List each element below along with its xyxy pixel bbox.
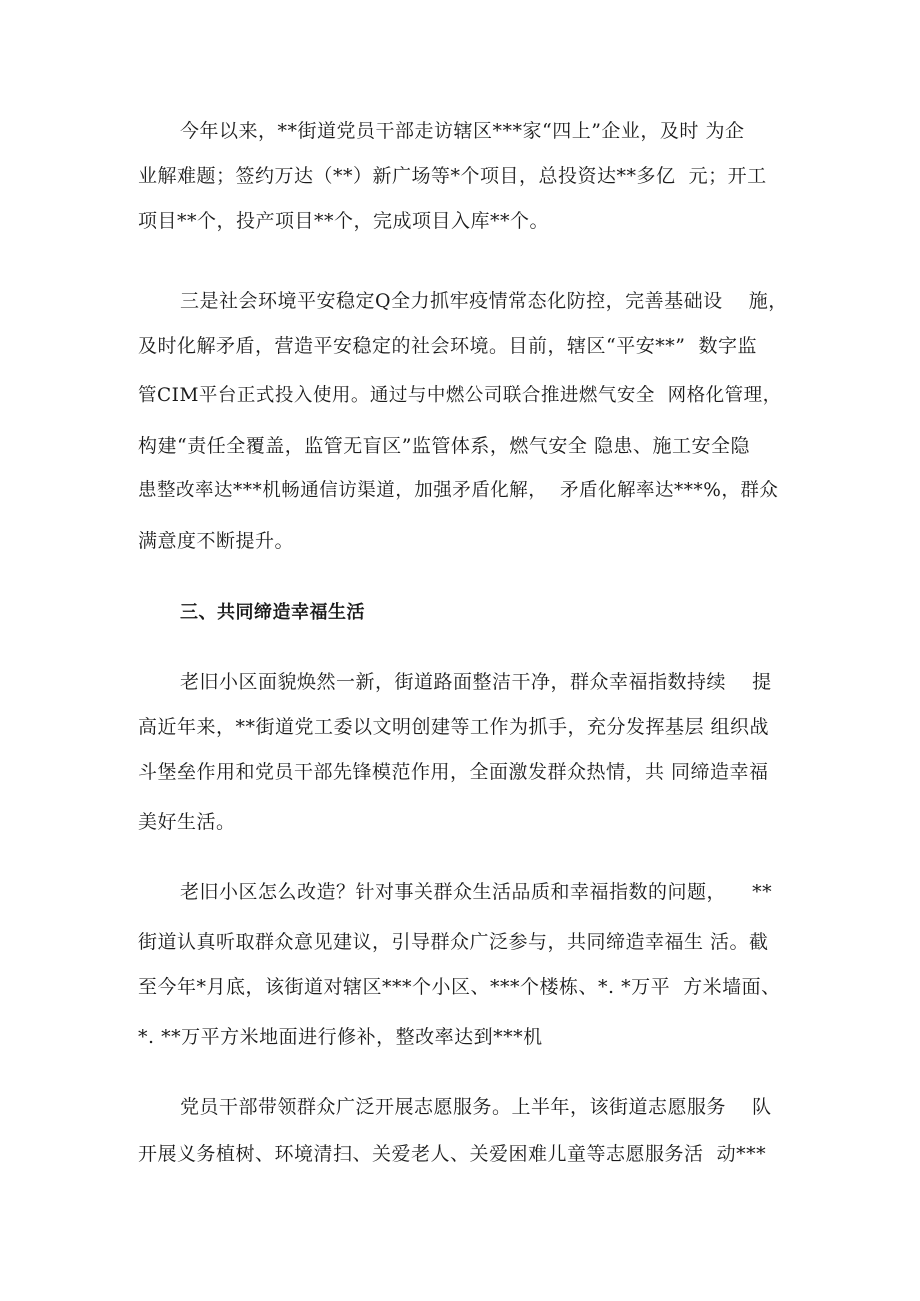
paragraph-2-line-1: 三是社会环境平安稳定Q全力抓牢疫情常态化防控，完善基础设 施， — [180, 290, 788, 312]
paragraph-2-line-4: 构建“责任全覆盖，监管无盲区”监管体系，燃气安全 隐患、施工安全隐 — [138, 435, 750, 457]
paragraph-4-line-2: 街道认真听取群众意见建议，引导群众广泛参与，共同缔造幸福生 活。截 — [138, 931, 769, 953]
paragraph-3-line-1: 老旧小区面貌焕然一新，街道路面整洁干净，群众幸福指数持续 提 — [180, 671, 772, 693]
paragraph-3-line-3: 斗堡垒作用和党员干部先锋模范作用，全面激发群众热情，共 同缔造幸福 — [138, 761, 769, 783]
paragraph-1-line-2: 业解难题；签约万达（**）新广场等*个项目，总投资达**多亿 元；开工 — [138, 165, 767, 187]
paragraph-1-line-3: 项目**个，投产项目**个，完成项目入库**个。 — [138, 210, 550, 232]
paragraph-1-line-1: 今年以来，**街道党员干部走访辖区***家“四上”企业，及时 为企 — [180, 120, 745, 142]
paragraph-3-line-4: 美好生活。 — [138, 811, 236, 833]
paragraph-4-line-1: 老旧小区怎么改造？针对事关群众生活品质和幸福指数的问题， ** — [180, 881, 773, 903]
section-heading: 三、共同缔造幸福生活 — [180, 602, 365, 623]
paragraph-4-line-3: 至今年*月底，该街道对辖区***个小区、***个楼栋、*. *万平 方米墙面、 — [138, 976, 781, 998]
paragraph-2-line-5: 患整改率达***机畅通信访渠道，加强矛盾化解， 矛盾化解率达***%，群众 — [138, 480, 779, 501]
paragraph-5-line-1: 党员干部带领群众广泛开展志愿服务。上半年，该街道志愿服务 队 — [180, 1096, 772, 1118]
paragraph-4-line-4: *. **万平方米地面进行修补，整改率达到***机 — [138, 1026, 543, 1048]
paragraph-2-line-3: 管CIM平台正式投入使用。通过与中燃公司联合推进燃气安全 网格化管理， — [138, 385, 782, 406]
paragraph-2-line-6: 满意度不断提升。 — [138, 530, 295, 552]
paragraph-5-line-2: 开展义务植树、环境清扫、关爱老人、关爱困难儿童等志愿服务活 动*** — [138, 1143, 767, 1165]
paragraph-3-line-2: 高近年来，**街道党工委以文明创建等工作为抓手，充分发挥基层 组织战 — [138, 716, 770, 738]
paragraph-2-line-2: 及时化解矛盾，营造平安稳定的社会环境。目前，辖区“平安**” 数字监 — [138, 335, 758, 357]
